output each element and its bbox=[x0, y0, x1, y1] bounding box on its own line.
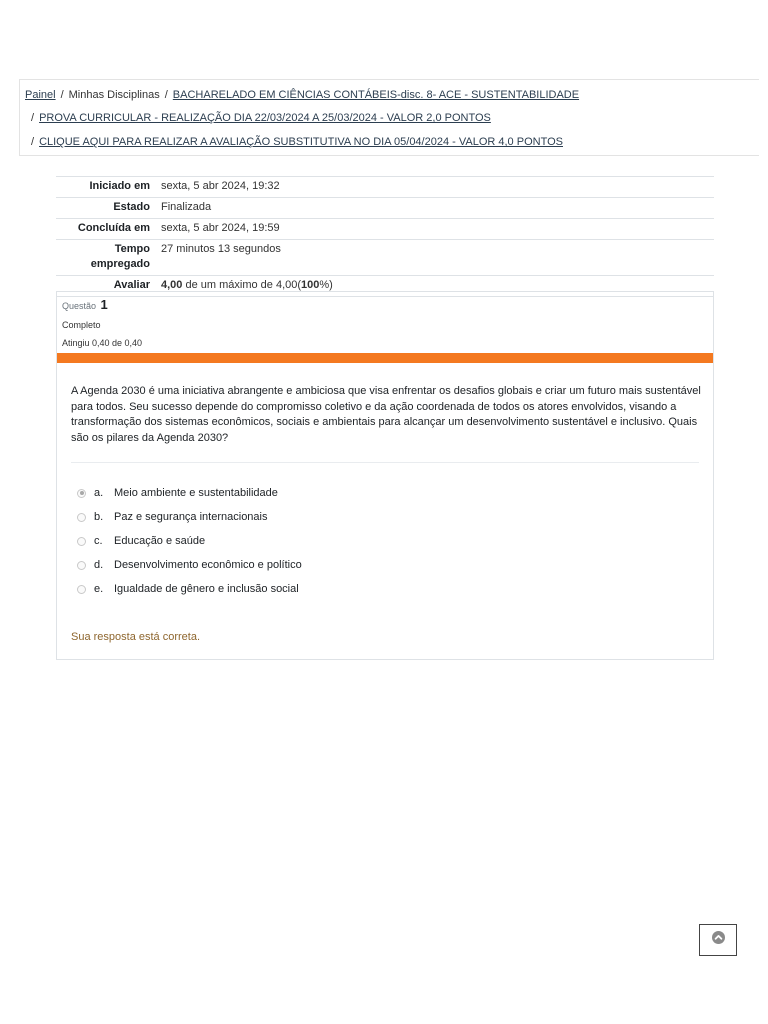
breadcrumb bbox=[19, 79, 759, 156]
grade-percent-suffix: %) bbox=[319, 279, 333, 291]
summary-label: Concluída em bbox=[77, 222, 150, 234]
breadcrumb-row-2 bbox=[31, 111, 491, 125]
summary-label: Tempo empregado bbox=[90, 243, 150, 270]
answer-feedback: Sua resposta está correta. bbox=[71, 631, 201, 643]
summary-value: 27 minutos 13 segundos bbox=[161, 243, 281, 255]
summary-row-started bbox=[56, 177, 714, 198]
breadcrumb-separator: / bbox=[164, 89, 168, 101]
summary-value: sexta, 5 abr 2024, 19:59 bbox=[161, 222, 280, 234]
question-state: Completo bbox=[62, 320, 101, 330]
radio-icon[interactable] bbox=[77, 585, 86, 594]
back-to-top-button[interactable] bbox=[699, 924, 737, 956]
breadcrumb-row-1 bbox=[25, 88, 579, 102]
question-card bbox=[56, 291, 714, 660]
attempt-summary-table bbox=[56, 176, 714, 297]
answer-text: Meio ambiente e sustentabilidade bbox=[114, 487, 278, 499]
question-text: A Agenda 2030 é uma iniciativa abrangente e ambiciosa que visa enfrentar os desafios globais e criar um futuro mais sustentável para todos. Seu sucesso depende do compromisso coletivo e da ação coordenada de todos os atores envolvidos, visando a transformação dos sistemas econômicos, sociais e ambientais para alcançar um desenvolvimento sustentável e inclusivo. Quais são os pilares da Agenda 2030? bbox=[71, 385, 701, 444]
grade-percent: 100 bbox=[301, 279, 320, 291]
summary-label: Avaliar bbox=[113, 279, 150, 291]
answer-text: Educação e saúde bbox=[114, 535, 206, 547]
answer-option-a[interactable] bbox=[77, 481, 302, 505]
answer-letter: e. bbox=[94, 583, 104, 595]
answer-option-b[interactable] bbox=[77, 505, 302, 529]
question-divider bbox=[71, 462, 699, 463]
answer-letter: a. bbox=[94, 487, 104, 499]
answer-text: Desenvolvimento econômico e político bbox=[114, 559, 302, 571]
summary-value: Finalizada bbox=[161, 201, 212, 213]
answer-options bbox=[77, 481, 302, 601]
breadcrumb-minhas-disciplinas: Minhas Disciplinas bbox=[68, 89, 160, 101]
breadcrumb-separator: / bbox=[31, 112, 35, 124]
grade-max-text: de um máximo de 4,00( bbox=[182, 279, 302, 291]
breadcrumb-separator: / bbox=[31, 136, 35, 148]
chevron-up-circle-icon bbox=[712, 931, 725, 949]
breadcrumb-avaliacao-substitutiva-link[interactable]: CLIQUE AQUI PARA REALIZAR A AVALIAÇÃO SUBSTITUTIVA NO DIA 05/04/2024 - VALOR 4,0 PONTOS bbox=[39, 136, 563, 148]
question-accent-bar bbox=[57, 353, 713, 363]
answer-letter: c. bbox=[94, 535, 103, 547]
breadcrumb-row-3 bbox=[31, 135, 563, 149]
summary-label: Iniciado em bbox=[89, 180, 150, 192]
radio-checked-icon[interactable] bbox=[77, 489, 86, 498]
question-label: Questão bbox=[62, 301, 97, 311]
question-number: 1 bbox=[100, 297, 108, 312]
question-info bbox=[57, 292, 713, 353]
summary-label: Estado bbox=[113, 201, 150, 213]
grade-score: 4,00 bbox=[161, 279, 183, 291]
answer-letter: d. bbox=[94, 559, 104, 571]
answer-letter: b. bbox=[94, 511, 104, 523]
summary-value: sexta, 5 abr 2024, 19:32 bbox=[161, 180, 280, 192]
answer-text: Igualdade de gênero e inclusão social bbox=[114, 583, 299, 595]
question-number-line bbox=[62, 296, 708, 315]
answer-option-e[interactable] bbox=[77, 577, 302, 601]
breadcrumb-painel-link[interactable]: Painel bbox=[25, 89, 56, 101]
radio-icon[interactable] bbox=[77, 561, 86, 570]
breadcrumb-course-link[interactable]: BACHARELADO EM CIÊNCIAS CONTÁBEIS-disc. 8- ACE - SUSTENTABILIDADE bbox=[172, 89, 580, 101]
summary-row-completed bbox=[56, 219, 714, 240]
radio-icon[interactable] bbox=[77, 537, 86, 546]
answer-text: Paz e segurança internacionais bbox=[114, 511, 268, 523]
radio-icon[interactable] bbox=[77, 513, 86, 522]
answer-option-d[interactable] bbox=[77, 553, 302, 577]
summary-row-time bbox=[56, 240, 714, 276]
summary-row-state bbox=[56, 198, 714, 219]
breadcrumb-separator: / bbox=[60, 89, 64, 101]
question-grade: Atingiu 0,40 de 0,40 bbox=[62, 338, 143, 348]
breadcrumb-prova-curricular-link[interactable]: PROVA CURRICULAR - REALIZAÇÃO DIA 22/03/2024 A 25/03/2024 - VALOR 2,0 PONTOS bbox=[39, 112, 491, 124]
answer-option-c[interactable] bbox=[77, 529, 302, 553]
